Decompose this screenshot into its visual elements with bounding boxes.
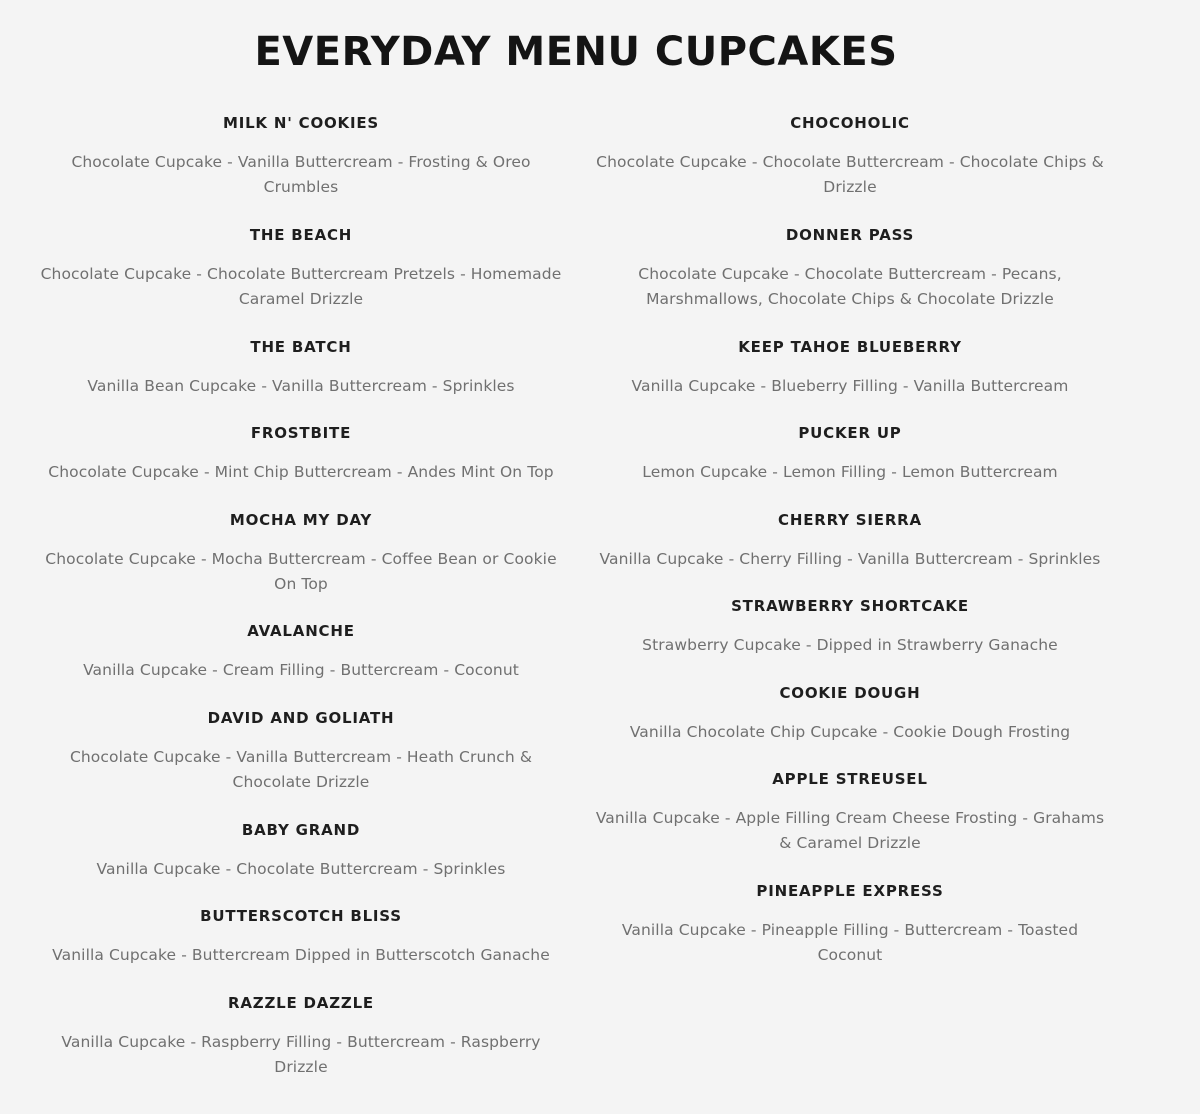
menu-item-description: Chocolate Cupcake - Chocolate Buttercream Pretzels - Homemade Caramel Drizzle [40, 265, 562, 308]
menu-item-description: Chocolate Cupcake - Vanilla Buttercream - Heath Crunch & Chocolate Drizzle [69, 748, 533, 791]
menu-item-description: Chocolate Cupcake - Vanilla Buttercream - Frosting & Oreo Crumbles [71, 153, 531, 196]
menu-item-name: KEEP TAHOE BLUEBERRY [738, 338, 962, 356]
menu-item [590, 595, 1110, 658]
menu-item-name: BABY GRAND [241, 821, 361, 839]
menu-item-name: DONNER PASS [785, 226, 915, 244]
menu-item-name: APPLE STREUSEL [772, 770, 928, 788]
menu-item-name: STRAWBERRY SHORTCAKE [731, 597, 969, 615]
menu-item-name: MOCHA MY DAY [229, 511, 373, 529]
menu-item-description: Vanilla Cupcake - Raspberry Filling - Buttercream - Raspberry Drizzle [61, 1033, 541, 1076]
menu-item-description: Vanilla Cupcake - Apple Filling Cream Cheese Frosting - Grahams & Caramel Drizzle [595, 809, 1105, 852]
menu-item-name: DAVID AND GOLIATH [207, 709, 395, 727]
menu-item-description: Vanilla Cupcake - Chocolate Buttercream - Sprinkles [96, 860, 506, 878]
menu-item-description: Chocolate Cupcake - Mocha Buttercream - Coffee Bean or Cookie On Top [45, 550, 557, 593]
menu-item [590, 112, 1110, 200]
menu-item-description: Chocolate Cupcake - Chocolate Buttercream - Chocolate Chips & Drizzle [596, 153, 1104, 196]
menu-item-name: PINEAPPLE EXPRESS [756, 882, 944, 900]
menu-item-description: Chocolate Cupcake - Mint Chip Buttercream - Andes Mint On Top [48, 463, 554, 481]
menu-item-description: Lemon Cupcake - Lemon Filling - Lemon Buttercream [642, 463, 1058, 481]
menu-item [590, 336, 1110, 399]
menu-item-name: THE BATCH [250, 338, 352, 356]
menu-item-description: Vanilla Cupcake - Pineapple Filling - Buttercream - Toasted Coconut [621, 921, 1079, 964]
menu-item-description: Strawberry Cupcake - Dipped in Strawberry Ganache [642, 636, 1058, 654]
menu-item-name: PUCKER UP [798, 424, 902, 442]
menu-item-name: CHOCOHOLIC [790, 114, 910, 132]
page-title: EVERYDAY MENU CUPCAKES [254, 29, 898, 75]
menu-item [590, 682, 1110, 745]
menu-item-description: Vanilla Bean Cupcake - Vanilla Buttercream - Sprinkles [87, 377, 515, 395]
menu-item-description: Vanilla Cupcake - Buttercream Dipped in Butterscotch Ganache [52, 946, 550, 964]
menu-item [590, 509, 1110, 572]
menu-item-description: Vanilla Cupcake - Cream Filling - Buttercream - Coconut [83, 661, 519, 679]
menu-item-name: AVALANCHE [247, 622, 355, 640]
menu-item-description: Vanilla Cupcake - Blueberry Filling - Vanilla Buttercream [631, 377, 1069, 395]
menu-item-name: BUTTERSCOTCH BLISS [200, 907, 402, 925]
menu-item-description: Vanilla Chocolate Chip Cupcake - Cookie Dough Frosting [629, 723, 1071, 741]
menu-item [590, 768, 1110, 856]
menu-item [590, 224, 1110, 312]
menu-item [590, 880, 1110, 968]
menu-item-name: CHERRY SIERRA [778, 511, 922, 529]
menu-item-name: THE BEACH [249, 226, 353, 244]
menu-item-description: Vanilla Cupcake - Cherry Filling - Vanilla Buttercream - Sprinkles [599, 550, 1101, 568]
menu-item-name: COOKIE DOUGH [779, 684, 921, 702]
menu-item-description: Chocolate Cupcake - Chocolate Buttercream - Pecans, Marshmallows, Chocolate Chips & Chocolate Drizzle [638, 265, 1062, 308]
menu-item-name: RAZZLE DAZZLE [228, 994, 374, 1012]
menu-item-name: MILK N' COOKIES [222, 114, 380, 132]
menu-item [590, 422, 1110, 485]
menu-item-name: FROSTBITE [250, 424, 352, 442]
